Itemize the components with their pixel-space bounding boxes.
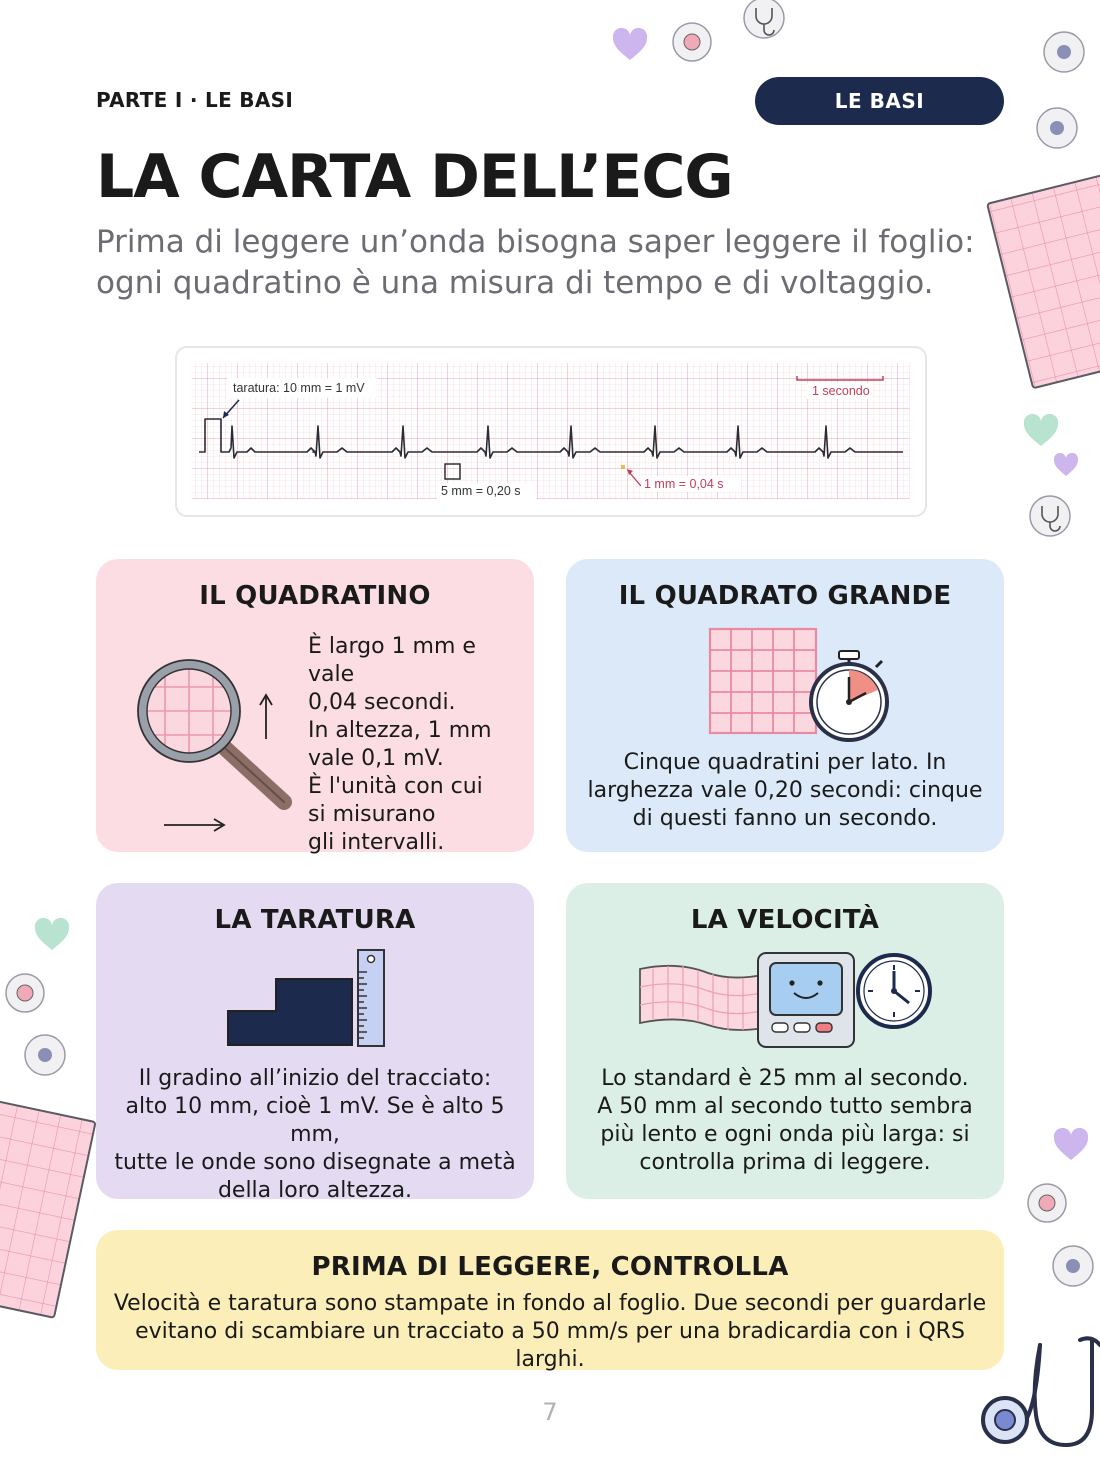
calibration-step-icon	[226, 975, 356, 1047]
ruler-icon	[356, 948, 386, 1048]
card-text-line: Il gradino all’inizio del tracciato:	[138, 1066, 492, 1091]
card-title: PRIMA DI LEGGERE, CONTROLLA	[311, 1252, 789, 1282]
paper-sheet-icon	[987, 175, 1100, 388]
card-title: IL QUADRATO GRANDE	[618, 581, 952, 611]
card-text-line: alto 10 mm, cioè 1 mV. Se è alto 5 mm,	[125, 1094, 505, 1147]
grid-square-icon	[708, 627, 818, 737]
ecg-strip-panel	[175, 346, 927, 517]
stopwatch-icon	[804, 647, 894, 742]
button-icon	[25, 1035, 65, 1075]
card-text-line: tutte le onde sono disegnate a metà	[114, 1150, 516, 1175]
card-text	[106, 1065, 524, 1205]
button-icon	[673, 23, 711, 61]
card-text	[308, 633, 523, 857]
card-controlla	[96, 1230, 1004, 1370]
paper-sheet-icon	[0, 1099, 96, 1317]
stethoscope-icon	[744, 0, 784, 38]
ecg-machine-icon	[638, 947, 858, 1051]
heart-icon	[1024, 414, 1058, 446]
card-text	[576, 1065, 994, 1177]
heart-icon	[1054, 1128, 1088, 1160]
small-square-marker	[621, 465, 625, 469]
heart-icon	[1054, 453, 1078, 476]
stethoscope-icon	[1030, 496, 1070, 536]
magnifier-icon	[134, 647, 314, 837]
one-second-label: 1 secondo	[812, 384, 870, 398]
card-text-line: controlla prima di leggere.	[639, 1150, 931, 1175]
page-title: LA CARTA DELL’ECG	[96, 142, 733, 212]
card-text-line: vale 0,1 mV.	[308, 746, 444, 771]
button-icon	[1053, 1246, 1093, 1286]
calibration-label: taratura: 10 mm = 1 mV	[233, 381, 365, 395]
card-text-line: più lento e ogni onda più larga: si	[600, 1122, 970, 1147]
page-number: 7	[542, 1398, 558, 1426]
small-square-label: 1 mm = 0,04 s	[644, 477, 724, 491]
card-text-line: Lo standard è 25 mm al secondo.	[601, 1066, 969, 1091]
card-text-line: 0,04 secondi.	[308, 690, 456, 715]
section-pill: LE BASI	[755, 77, 1004, 125]
card-text-line: gli intervalli.	[308, 830, 445, 855]
subtitle	[96, 222, 996, 304]
button-icon	[6, 974, 44, 1012]
card-quadratino	[96, 559, 534, 855]
heart-icon	[613, 28, 647, 60]
button-icon	[1044, 32, 1084, 72]
subtitle-line: ogni quadratino è una misura di tempo e di voltaggio.	[96, 265, 934, 301]
card-text-line: Cinque quadratini per lato. In	[623, 750, 947, 775]
card-text-line: larghezza vale 0,20 secondi: cinque	[587, 778, 983, 803]
big-square-label: 5 mm = 0,20 s	[441, 484, 521, 498]
subtitle-line: Prima di leggere un’onda bisogna saper leggere il foglio:	[96, 224, 975, 260]
card-text-line: A 50 mm al secondo tutto sembra	[597, 1094, 973, 1119]
card-title: LA VELOCITÀ	[690, 905, 880, 935]
card-text-line: È largo 1 mm e vale	[308, 634, 476, 687]
card-velocita	[566, 883, 1004, 1199]
card-taratura	[96, 883, 534, 1203]
card-text-line: In altezza, 1 mm	[308, 718, 492, 743]
card-title: LA TARATURA	[214, 905, 416, 935]
card-text-line: Velocità e taratura sono stampate in fondo al foglio. Due secondi per guardarle	[113, 1291, 987, 1316]
card-text	[106, 1290, 994, 1374]
card-text-line: È l'unità con cui	[308, 774, 483, 799]
clock-icon	[854, 951, 934, 1031]
card-quadrato-grande	[566, 559, 1004, 852]
heart-icon	[35, 918, 69, 950]
card-text-line: della loro altezza.	[217, 1178, 413, 1203]
button-icon	[1028, 1184, 1066, 1222]
card-text-line: si misurano	[308, 802, 436, 827]
card-text	[576, 749, 994, 833]
card-title: IL QUADRATINO	[199, 581, 431, 611]
card-text-line: evitano di scambiare un tracciato a 50 mm/s per una bradicardia con i QRS larghi.	[135, 1319, 965, 1372]
button-icon	[1037, 108, 1077, 148]
part-label: PARTE I · LE BASI	[96, 88, 294, 112]
card-text-line: di questi fanno un secondo.	[632, 806, 938, 831]
